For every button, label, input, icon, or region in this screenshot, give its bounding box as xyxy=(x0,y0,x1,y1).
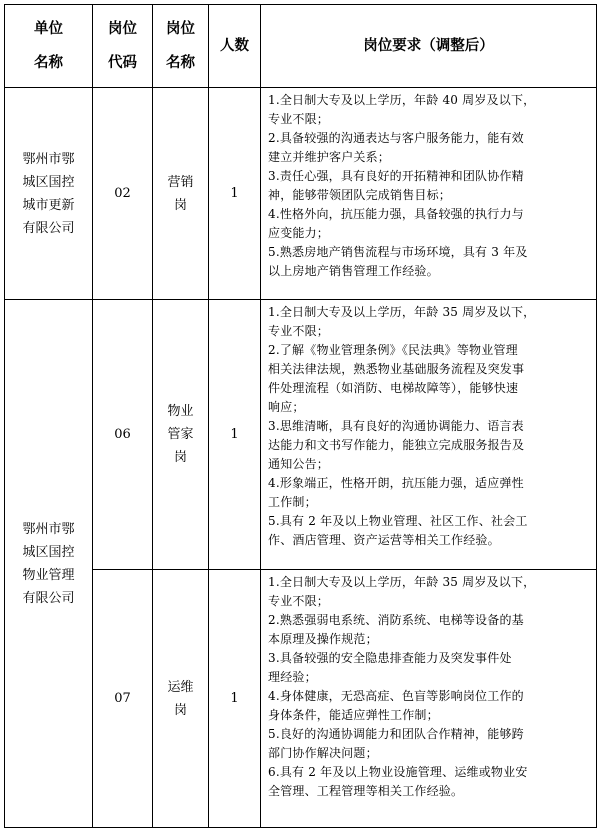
headcount-cell: 1 xyxy=(209,570,261,828)
post-name-cell: 物业 管家 岗 xyxy=(153,300,209,570)
header-requirements: 岗位要求（调整后） xyxy=(261,5,597,88)
table-row xyxy=(5,88,597,300)
headcount-cell: 1 xyxy=(209,300,261,570)
requirements-cell: 1.全日制大专及以上学历，年龄 40 周岁及以下， 专业不限； 2.具备较强的沟通表达与客户服务能力，能有效 建立并维护客户关系； 3.责任心强，具有良好的开拓精神和团队协作精 神，能够带领团队完成销售目标； 4.性格外向，抗压能力强，具备较强的执行力与 应变能力； 5.熟悉房地产销售流程与市场环境，具有 3 年及 以上房地产销售管理工作经验。 xyxy=(261,88,597,300)
post-code-cell: 02 xyxy=(93,88,153,300)
requirements-cell: 1.全日制大专及以上学历，年龄 35 周岁及以下， 专业不限； 2.了解《物业管理条例》《民法典》等物业管理 相关法律法规，熟悉物业基础服务流程及突发事 件处理流程（如消防、电梯故障等），能够快速 响应； 3.思维清晰，具有良好的沟通协调能力、语言表 达能力和文书写作能力，能独立完成服务报告及 通知公告； 4.形象端正，性格开朗，抗压能力强，适应弹性 工作制； 5.具有 2 年及以上物业管理、社区工作、社会工 作、酒店管理、资产运营等相关工作经验。 xyxy=(261,300,597,570)
table-row xyxy=(5,570,597,828)
table-row xyxy=(5,300,597,570)
header-unit-name: 单位 名称 xyxy=(5,5,93,88)
post-code-cell: 06 xyxy=(93,300,153,570)
header-post-code: 岗位 代码 xyxy=(93,5,153,88)
unit-name-cell: 鄂州市鄂 城区国控 物业管理 有限公司 xyxy=(5,300,93,828)
header-headcount: 人数 xyxy=(209,5,261,88)
requirements-cell: 1.全日制大专及以上学历，年龄 35 周岁及以下， 专业不限； 2.熟悉强弱电系统、消防系统、电梯等设备的基 本原理及操作规范； 3.具备较强的安全隐患排查能力及突发事件处 理经验； 4.身体健康，无恐高症、色盲等影响岗位工作的 身体条件，能适应弹性工作制； 5.良好的沟通协调能力和团队合作精神，能够跨 部门协作解决问题； 6.具有 2 年及以上物业设施管理、运维或物业安 全管理、工程管理等相关工作经验。 xyxy=(261,570,597,828)
header-row xyxy=(5,5,597,88)
headcount-cell: 1 xyxy=(209,88,261,300)
unit-name-cell: 鄂州市鄂 城区国控 城市更新 有限公司 xyxy=(5,88,93,300)
post-name-cell: 运维 岗 xyxy=(153,570,209,828)
post-code-cell: 07 xyxy=(93,570,153,828)
job-requirements-table xyxy=(4,4,597,828)
post-name-cell: 营销 岗 xyxy=(153,88,209,300)
header-post-name: 岗位 名称 xyxy=(153,5,209,88)
